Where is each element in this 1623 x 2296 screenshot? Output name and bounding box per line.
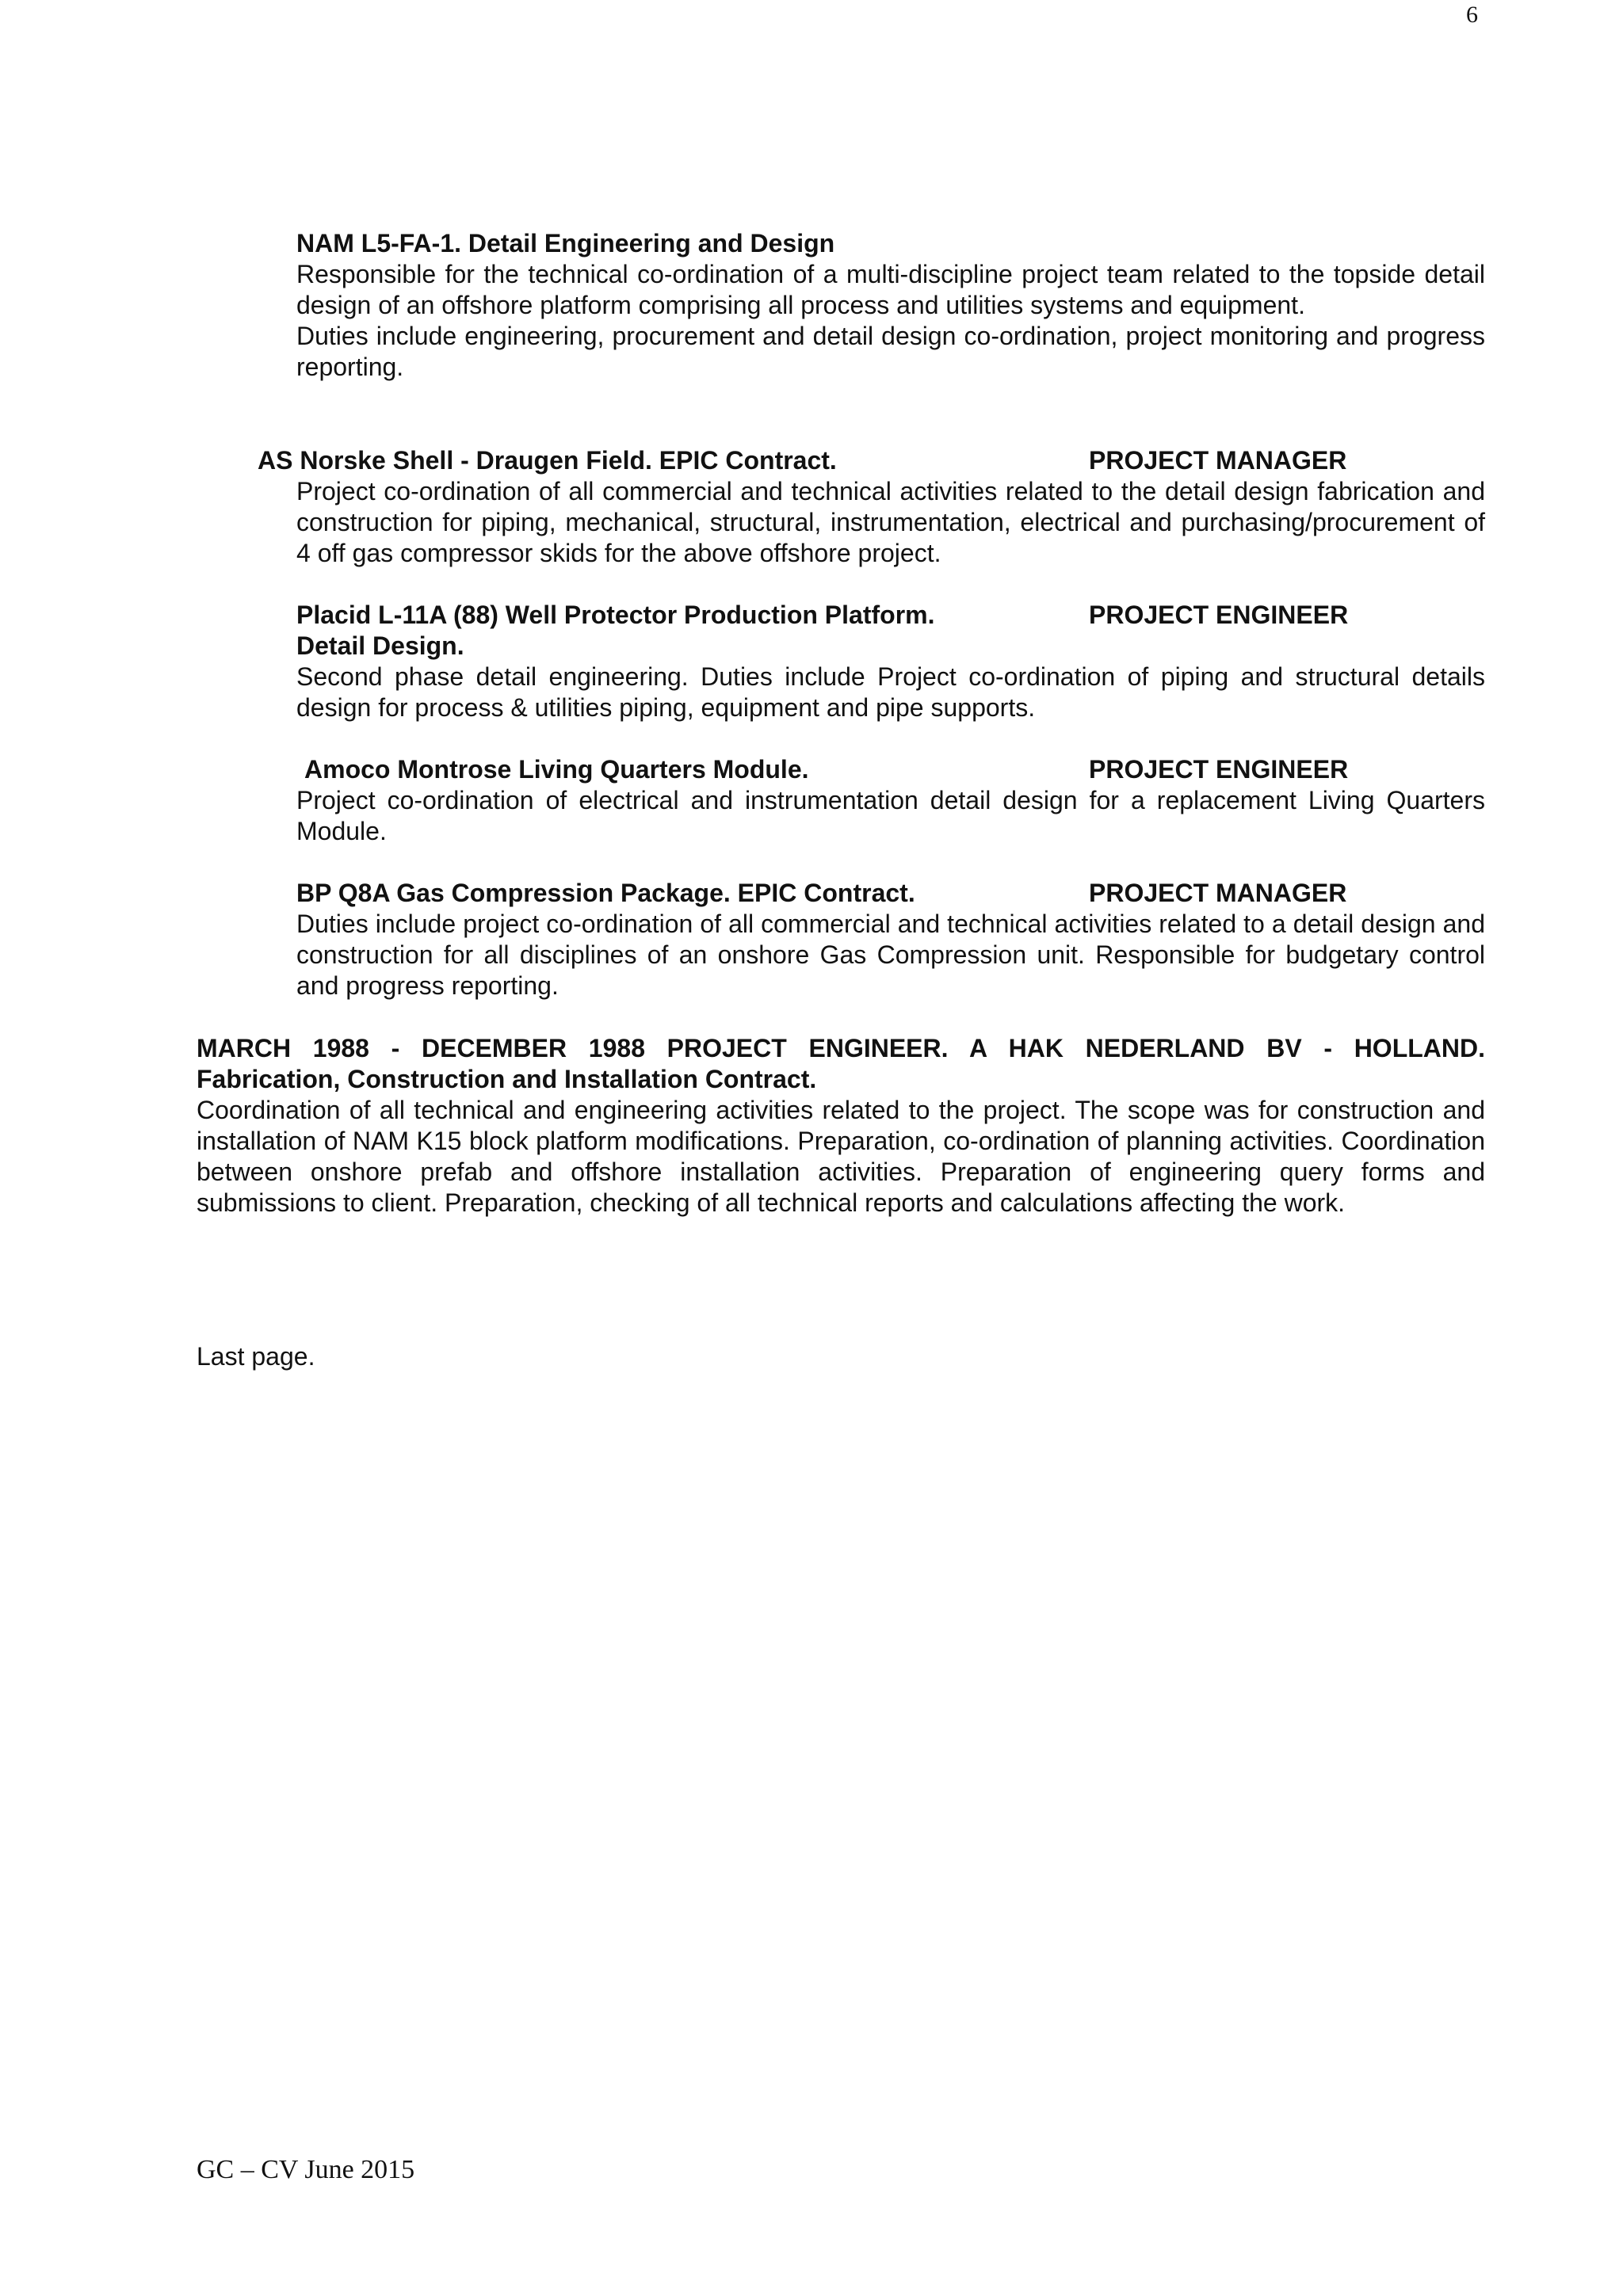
hak-section <box>197 1033 1485 1219</box>
bp-title: BP Q8A Gas Compression Package. EPIC Contract. <box>296 879 915 907</box>
bp-section <box>296 878 1485 1001</box>
nam-section <box>296 228 1485 383</box>
bp-role: PROJECT MANAGER <box>1089 879 1347 907</box>
bp-heading-row <box>296 878 1485 909</box>
placid-role: PROJECT ENGINEER <box>1089 601 1349 629</box>
norske-body: Project co-ordination of all commercial and technical activities related to the detail design fabrication and construction for piping, mechanical, structural, instrumentation, electrical and purchasing/procurement of 4 off gas compressor skids for the above offshore project. <box>296 477 1485 567</box>
hak-title-line-1: MARCH 1988 - DECEMBER 1988 PROJECT ENGINEER. A HAK NEDERLAND BV - HOLLAND. <box>197 1034 1485 1062</box>
footer-text: GC – CV June 2015 <box>197 2155 415 2184</box>
norske-title: AS Norske Shell - Draugen Field. EPIC Contract. <box>258 446 837 475</box>
nam-title: NAM L5-FA-1. Detail Engineering and Design <box>296 229 835 257</box>
hak-title-line-2: Fabrication, Construction and Installation Contract. <box>197 1065 817 1093</box>
nam-paragraph-1: Responsible for the technical co-ordination of a multi-discipline project team related to the topside detail design of an offshore platform comprising all process and utilities systems and equipment. <box>296 260 1485 319</box>
bp-body: Duties include project co-ordination of all commercial and technical activities related to a detail design and construction for all disciplines of an onshore Gas Compression unit. Responsible for budgetary control and progress reporting. <box>296 910 1485 1000</box>
amoco-section <box>296 754 1485 847</box>
page-number: 6 <box>1466 2 1478 28</box>
norske-heading-row <box>258 445 1485 476</box>
placid-title: Placid L-11A (88) Well Protector Production Platform. <box>296 601 935 629</box>
amoco-role: PROJECT ENGINEER <box>1089 755 1349 784</box>
norske-role: PROJECT MANAGER <box>1089 446 1347 475</box>
placid-section <box>296 600 1485 723</box>
amoco-body: Project co-ordination of electrical and instrumentation detail design for a replacement Living Quarters Module. <box>296 786 1485 845</box>
closing-note: Last page. <box>197 1342 315 1371</box>
placid-heading-row <box>296 600 1485 631</box>
placid-subtitle: Detail Design. <box>296 631 464 660</box>
nam-paragraph-2: Duties include engineering, procurement and detail design co-ordination, project monitoring and progress reporting. <box>296 322 1485 381</box>
amoco-heading-row <box>296 754 1485 785</box>
amoco-title: Amoco Montrose Living Quarters Module. <box>304 755 809 784</box>
norske-section <box>258 445 1485 569</box>
hak-body: Coordination of all technical and engineering activities related to the project. The scope was for construction and installation of NAM K15 block platform modifications. Preparation, co-ordination of planning activities. Coordination between onshore prefab and offshore installation activities. Preparation of engineering query forms and submissions to client. Preparation, checking of all technical reports and calculations affecting the work. <box>197 1096 1485 1217</box>
placid-body: Second phase detail engineering. Duties include Project co-ordination of piping and structural details design for process & utilities piping, equipment and pipe supports. <box>296 662 1485 722</box>
